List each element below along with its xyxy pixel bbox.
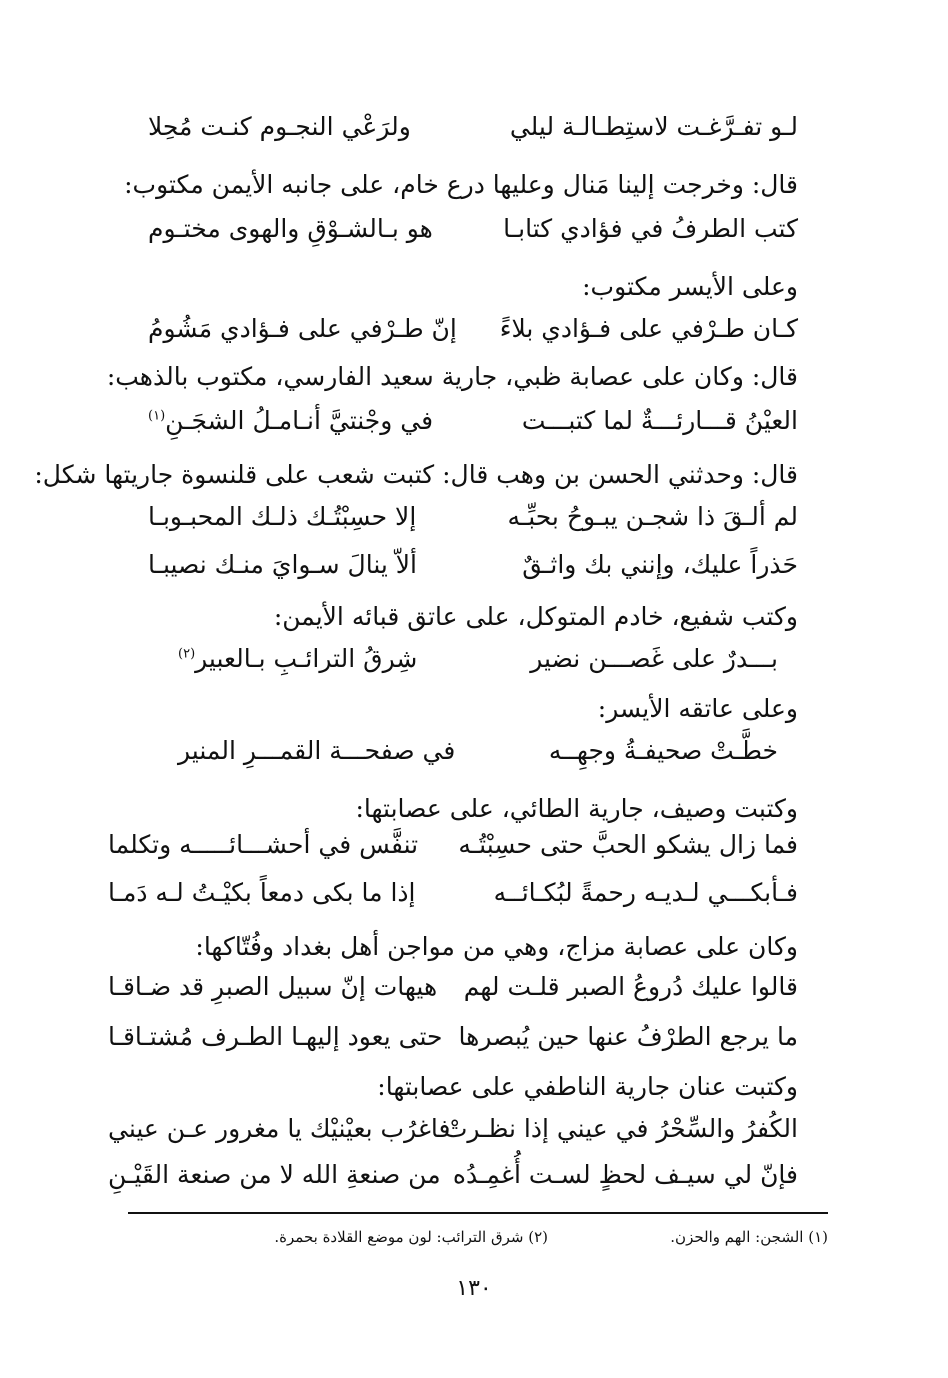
- hemistich-second: فاغرُب بعيْنيْك يا مغرور عـن عيني: [108, 1114, 451, 1143]
- footnote-marker: (١): [148, 408, 166, 424]
- hemistich-first: ما يرجع الطرْفُ عنها حين يُبصرها: [458, 1022, 798, 1051]
- prose-line: وعلى عاتقه الأيسر:: [597, 694, 798, 723]
- footnote-marker: (٢): [178, 646, 196, 662]
- hemistich-first: العيْنُ قـــارئـــةٌ لما كتبـــت: [521, 406, 798, 435]
- hemistich-first: قالوا عليك دُروعُ الصبر قلـت لهم: [463, 972, 798, 1001]
- prose-line: قال: وخرجت إلينا مَنال وعليها درع خام، على جانبه الأيمن مكتوب:: [124, 170, 798, 199]
- prose-line: وعلى الأيسر مكتوب:: [582, 272, 798, 301]
- hemistich-text: شِرقُ الترائـبِ بـالعبير: [195, 644, 418, 673]
- hemistich-second: ألاّ ينالَ سـوايَ منـك نصيبـا: [148, 550, 417, 579]
- hemistich-second: هو بـالشـوْقِ والهوى مختـوم: [148, 214, 433, 243]
- hemistich-first: بـــدرٌ على غَصـــن نضير: [530, 644, 778, 673]
- hemistich-second: [148, 406, 433, 436]
- footnote-2: (٢) شرق الترائب: لون موضع القلادة بحمرة.: [274, 1228, 548, 1246]
- hemistich-first: كتب الطرفُ في فؤادي كتابـا: [503, 214, 798, 243]
- hemistich-second: ولرَعْي النجـوم كنـت مُحِلا: [148, 112, 411, 141]
- prose-line: وكتبت وصيف، جارية الطائي، على عصابتها:: [355, 794, 798, 823]
- prose-line: وكتبت عنان جارية الناطفي على عصابتها:: [377, 1072, 798, 1101]
- hemistich-first: كـان طـرْفي على فـؤادي بلاءً: [499, 314, 798, 343]
- hemistich-second: من صنعةِ الله لا من صنعة القَيْـنِ: [108, 1160, 441, 1189]
- prose-line: قال: وحدثني الحسن بن وهب قال: كتبت شعب على قلنسوة جاريتها شكل:: [34, 460, 798, 489]
- footnote-separator: [128, 1212, 828, 1214]
- prose-line: وكان على عصابة مزاج، وهي من مواجن أهل بغداد وفُتّاكها:: [195, 932, 798, 961]
- hemistich-second: حتى يعود إليهـا الطـرف مُشتـاقـا: [108, 1022, 443, 1051]
- hemistich-first: حَذراً عليك، وإنني بك واثـقٌ: [522, 550, 798, 579]
- hemistich-second: في صفحـــة القمـــرِ المنير: [178, 736, 456, 765]
- prose-line: وكتب شفيع، خادم المتوكل، على عاتق قبائه الأيمن:: [273, 602, 798, 631]
- hemistich-first: فإنّ لي سيـف لحظٍ لسـت أُغمِـدُه: [452, 1160, 798, 1189]
- page-number: ١٣٠: [456, 1276, 492, 1301]
- prose-line: قال: وكان على عصابة ظبي، جارية سعيد الفارسي، مكتوب بالذهب:: [106, 362, 798, 391]
- hemistich-second: إذا ما بكى دمعاً بكيْـتُ لـه دَمـا: [108, 878, 416, 907]
- hemistich-second: تنفَّس في أحشـــائـــــه وتكلما: [108, 830, 419, 859]
- hemistich-first: الكُفرُ والسِّحْرُ في عيني إذا نظـرتْ: [443, 1114, 798, 1143]
- hemistich-first: خطَّـتْ صحيفـةُ وجهِــه: [548, 736, 778, 765]
- hemistich-first: لـو تفـرَّغـت لاستِطـالـة ليلي: [509, 112, 798, 141]
- hemistich-first: فـأبكـــي لـديـه رحمةً لبُكـائــه: [493, 878, 798, 907]
- hemistich-first: فما زال يشكو الحبَّ حتى حسِبْتُـه: [458, 830, 798, 859]
- hemistich-second: إنّ طـرْفي على فـؤادي مَشُومُ: [148, 314, 457, 343]
- footnote-1: (١) الشجن: الهم والحزن.: [670, 1228, 828, 1246]
- hemistich-second: هيهات إنّ سبيل الصبرِ قد ضـاقـا: [108, 972, 438, 1001]
- hemistich-second: إلا حسِبْتُـك ذلـك المحبـوبـا: [148, 502, 417, 531]
- hemistich-first: لم ألـقَ ذا شجـن يبـوحُ بحبِّـه: [507, 502, 798, 531]
- hemistich-text: في وجْنتيَّ أنـامـلُ الشجَـنِ: [165, 406, 434, 435]
- hemistich-second: [178, 644, 417, 674]
